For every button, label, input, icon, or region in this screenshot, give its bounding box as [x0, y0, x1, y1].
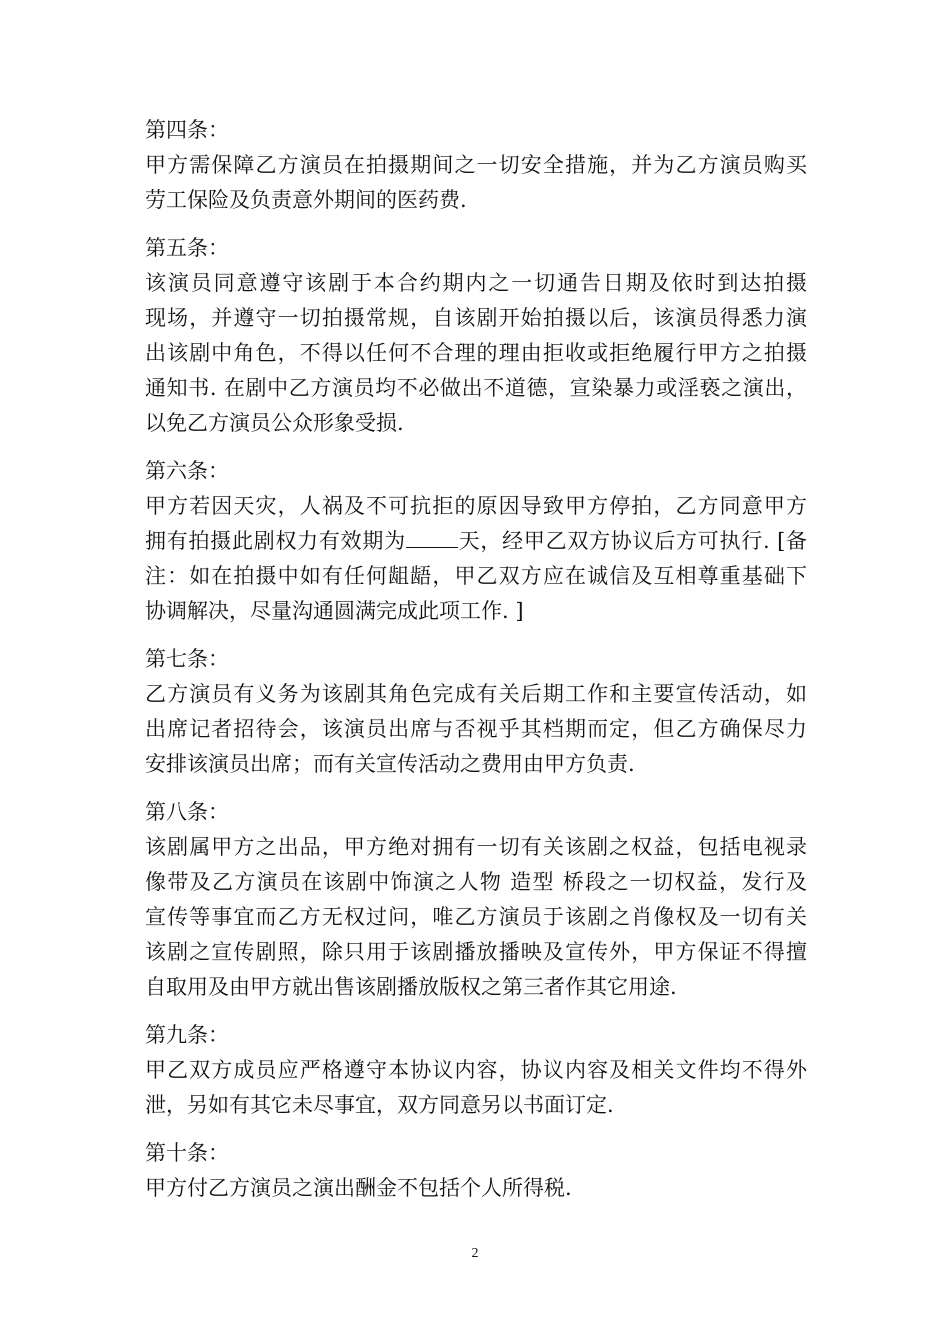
- article-7: [145, 642, 807, 782]
- article-9: [145, 1018, 807, 1123]
- article-heading: 第十条：: [145, 1141, 229, 1165]
- article-text-line: 出该剧中角色，不得以任何不合理的理由拒收或拒绝履行甲方之拍摄: [145, 341, 807, 365]
- article-text-line: 出席记者招待会，该演员出席与否视乎其档期而定，但乙方确保尽力: [145, 717, 807, 741]
- article-text-line: 协调解决，尽量沟通圆满完成此项工作. ]: [145, 599, 524, 623]
- text-before-blank: 拥有拍摄此剧权力有效期为: [145, 529, 406, 553]
- article-heading: 第四条：: [145, 118, 229, 142]
- article-8: [145, 795, 807, 1005]
- article-10: [145, 1136, 807, 1206]
- article-text-line: 自取用及由甲方就出售该剧播放版权之第三者作其它用途.: [145, 975, 677, 999]
- text-after-blank: 天，经甲乙双方协议后方可执行. [备: [457, 529, 808, 553]
- article-text-line: 甲方若因天灾，人祸及不可抗拒的原因导致甲方停拍，乙方同意甲方: [145, 494, 807, 518]
- article-text-line: 以免乙方演员公众形象受损.: [145, 411, 404, 435]
- article-heading: 第七条：: [145, 647, 229, 671]
- article-6: [145, 454, 807, 629]
- article-heading: 第六条：: [145, 459, 229, 483]
- article-text-line: 乙方演员有义务为该剧其角色完成有关后期工作和主要宣传活动，如: [145, 682, 807, 706]
- article-text-line: 安排该演员出席；而有关宣传活动之费用由甲方负责.: [145, 752, 635, 776]
- article-text-line: 该剧之宣传剧照，除只用于该剧播放播映及宣传外，甲方保证不得擅: [145, 940, 807, 964]
- article-text-line: 通知书. 在剧中乙方演员均不必做出不道德，宣染暴力或淫亵之演出，: [145, 376, 807, 400]
- article-text-line: 甲方需保障乙方演员在拍摄期间之一切安全措施，并为乙方演员购买: [145, 153, 807, 177]
- document-body: [145, 113, 807, 1219]
- article-text-line: 甲方付乙方演员之演出酬金不包括个人所得税.: [145, 1176, 572, 1200]
- article-text-line: 现场，并遵守一切拍摄常规，自该剧开始拍摄以后，该演员得悉力演: [145, 306, 807, 330]
- blank-days-field: [406, 525, 458, 548]
- article-text-line: 泄，另如有其它未尽事宜，双方同意另以书面订定.: [145, 1093, 614, 1117]
- article-4: [145, 113, 807, 218]
- page-number: 2: [471, 1246, 479, 1261]
- article-text-line: 该演员同意遵守该剧于本合约期内之一切通告日期及依时到达拍摄: [145, 271, 807, 295]
- article-text-line: 劳工保险及负责意外期间的医药费.: [145, 188, 467, 212]
- article-text-line: 甲乙双方成员应严格遵守本协议内容，协议内容及相关文件均不得外: [145, 1058, 807, 1082]
- article-text-line: 宣传等事宜而乙方无权过问，唯乙方演员于该剧之肖像权及一切有关: [145, 905, 807, 929]
- article-heading: 第五条：: [145, 236, 229, 260]
- article-heading: 第九条：: [145, 1023, 229, 1047]
- article-5: [145, 231, 807, 441]
- article-text-line: 像带及乙方演员在该剧中饰演之人物 造型 桥段之一切权益，发行及: [145, 870, 807, 894]
- article-text-line-with-blank: [145, 524, 807, 559]
- article-text-line: 该剧属甲方之出品，甲方绝对拥有一切有关该剧之权益，包括电视录: [145, 835, 807, 859]
- article-heading: 第八条：: [145, 800, 229, 824]
- article-text-line: 注：如在拍摄中如有任何龃龉，甲乙双方应在诚信及互相尊重基础下: [145, 564, 807, 588]
